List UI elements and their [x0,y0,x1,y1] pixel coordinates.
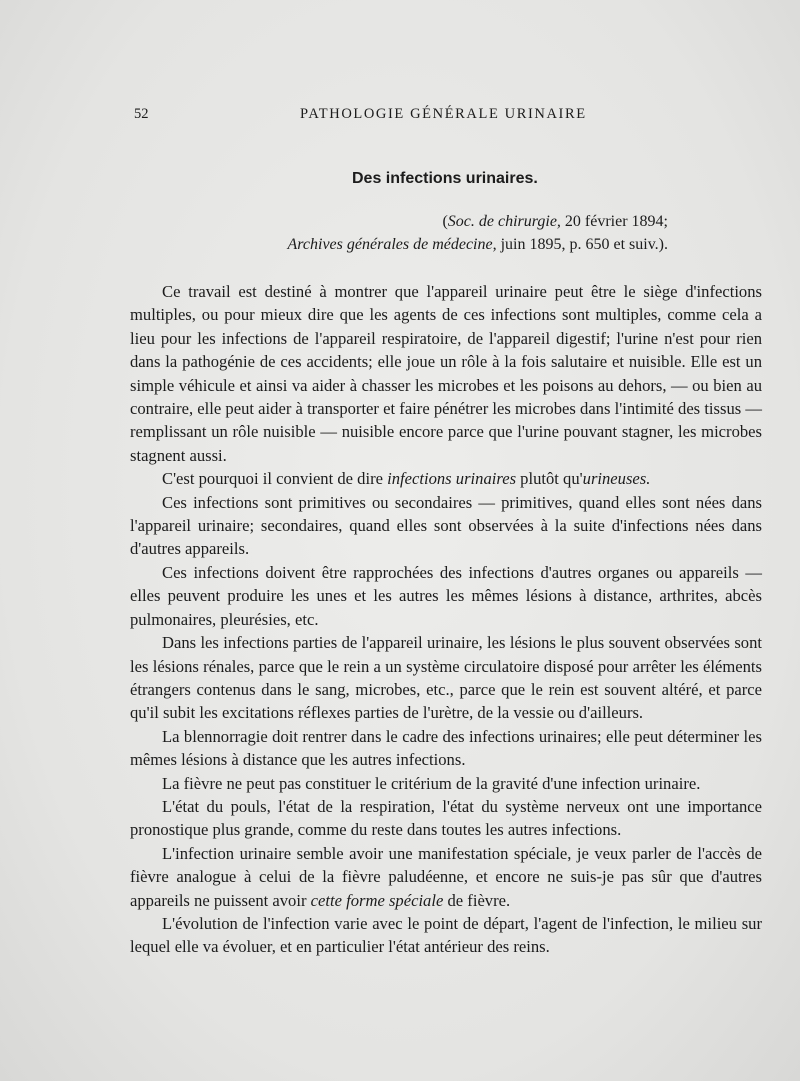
paragraph-1: Ce travail est destiné à montrer que l'appareil urinaire peut être le siège d'infections multiples, ou pour mieux dire que les agents de ces infections sont multiples, comme cela a lieu pour les infections de l'appareil respiratoire, de l'appareil digestif; l'urine n'est pour rien dans la pathogénie de ces accidents; elle joue un rôle à la fois salutaire et nuisible. Elle est un simple véhicule et ainsi va aider à chasser les microbes et les poisons au dehors, — ou bien au contraire, elle peut aider à transporter et faire pénétrer les microbes dans l'intimité des tissus — remplissant un rôle nuisible — nuisible encore parce que l'urine pouvant stagner, les microbes stagnent aussi. [130,282,762,465]
citation-line-1 [130,210,668,233]
paragraph-4: Ces infections doivent être rapprochées des infections d'autres organes ou appareils — elles peuvent produire les unes et les autres les mêmes lésions à distance, arthrites, abcès pulmonaires, pleurésies, etc. [130,562,762,629]
paragraph-9-end: de fièvre. [443,890,511,910]
paragraph-7: La fièvre ne peut pas constituer le critérium de la gravité d'une infection urinaire. [162,773,701,793]
citation-reference: juin 1895, p. 650 et suiv.). [496,236,668,253]
running-title: PATHOLOGIE GÉNÉRALE URINAIRE [300,106,587,122]
paragraph-2-emphasis-1: infections urinaires [387,469,517,489]
paragraph-9-start: L'infection urinaire semble avoir une manifestation spéciale, je veux parler de l'accès de fièvre analogue à celui de la fièvre paludéenne, et encore ne suis-je pas sûr que d'autres appareils ne puissent avoir [130,843,762,910]
citation-paren: ( [442,213,448,230]
citation-line-2 [130,233,668,256]
body-text [130,280,762,959]
citation [130,210,668,256]
article-title: Des infections urinaires. [352,170,538,187]
paragraph-2-emphasis-2: urineuses. [582,469,651,489]
paragraph-2-middle: plutôt qu' [516,469,583,489]
citation-journal: Archives générales de médecine, [287,236,497,253]
paragraph-2 [130,467,762,490]
paragraph-9 [130,842,762,912]
paragraph-2-start: C'est pourquoi il convient de dire [162,469,388,489]
paragraph-9-emphasis: cette forme spéciale [310,890,444,910]
paragraph-10: L'évolution de l'infection varie avec le point de départ, l'agent de l'infection, le milieu sur lequel elle va évoluer, et en particulier l'état antérieur des reins. [130,913,762,957]
paragraph-8: L'état du pouls, l'état de la respiration, l'état du système nerveux ont une importance pronostique plus grande, comme du reste dans toutes les autres infections. [130,796,762,840]
citation-society: Soc. de chirurgie, [447,213,561,230]
page-number: 52 [134,106,149,122]
citation-date: 20 février 1894; [560,213,668,230]
paragraph-3: Ces infections sont primitives ou secondaires — primitives, quand elles sont nées dans l'appareil urinaire; secondaires, quand elles sont observées à la suite d'infections nées dans d'autres appareils. [130,492,762,559]
paragraph-5: Dans les infections parties de l'appareil urinaire, les lésions le plus souvent observées sont les lésions rénales, parce que le rein a un système circulatoire disposé pour arrêter les éléments étrangers contenus dans le sang, microbes, etc., parce que le rein est souvent altéré, et parce qu'il subit les excitations réflexes parties de l'urètre, de la vessie ou d'ailleurs. [130,633,762,723]
article [130,170,762,959]
paragraph-6: La blennorragie doit rentrer dans le cadre des infections urinaires; elle peut déterminer les mêmes lésions à distance que les autres infections. [130,726,762,770]
running-header [0,106,800,126]
